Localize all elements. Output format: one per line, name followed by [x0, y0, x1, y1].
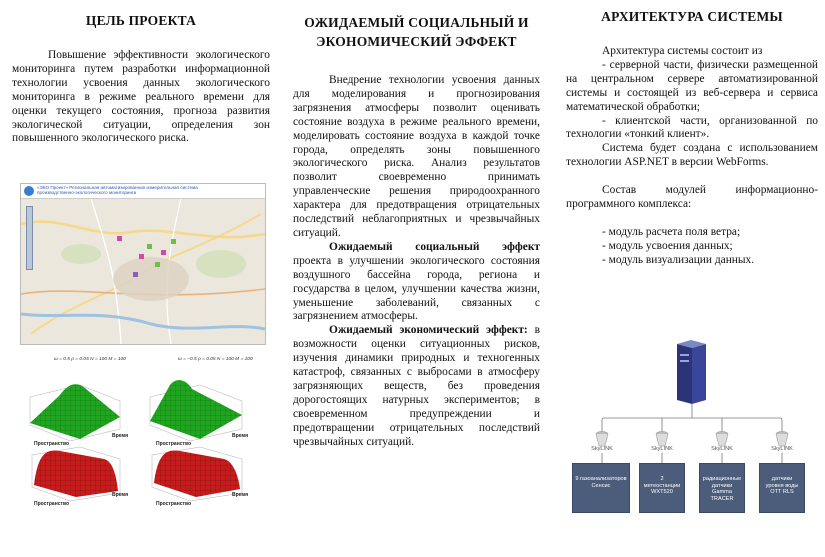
effect-title: ОЖИДАЕМЫЙ СОЦИАЛЬНЫЙ И ЭКОНОМИЧЕСКИЙ ЭФФЕКТ [304, 15, 529, 49]
architecture-column [566, 0, 818, 268]
plot-1-time-label: Время [112, 433, 128, 439]
social-effect-label: Ожидаемый социальный эффект [329, 240, 540, 253]
plot-2-time-label: Время [232, 433, 248, 439]
skylink-label: SkyLINK [591, 446, 613, 452]
architecture-complex: Состав модулей информационно-программного комплекса: [566, 184, 818, 211]
architecture-server: - серверной части, физически размещенной на центральном сервере автоматизированной системы и состоящей из веб-сервера и сервиса математической обработки; [566, 58, 818, 113]
goal-text: Повышение эффективности экологического мониторинга путем разработки информационной технологии усвоения данных экологического мониторинга в режиме реального времени для оценки текущего состояния, прогноза развития экологической ситуации, определения зон повышенного экологического риска. [12, 49, 270, 145]
skylink-icon [776, 432, 788, 447]
plot-1-space-label: Пространство [34, 441, 70, 447]
device-water-level-sensors: датчики уровня воды OTT RLS [759, 463, 805, 513]
skylink-icon [596, 432, 608, 447]
effect-column [293, 0, 540, 449]
map-canvas [21, 184, 265, 344]
architecture-intro: Архитектура системы состоит из [602, 45, 763, 57]
economic-effect-label: Ожидаемый экономический эффект: [329, 324, 528, 337]
skylink-icon [716, 432, 728, 447]
architecture-client: - клиентской части, организованной по технологии «тонкий клиент». [566, 114, 818, 141]
server-icon [677, 340, 706, 404]
device-gas-analyzers: 9 газоанализаторов Сенсис [572, 463, 630, 513]
plot-surface-2 [150, 380, 242, 441]
plot-surface-4 [152, 447, 242, 501]
surface-plots-canvas [20, 355, 264, 515]
module-item: - модуль визуализации данных. [602, 253, 755, 266]
plot-surface-1 [30, 384, 120, 441]
effect-intro: Внедрение технологии усвоения данных для моделирования и прогнозирования загрязнения атмосферы позволит оценивать состояние воздуха в режиме реального времени, моделировать состояние воздуха в каждой точке города, определять зоны повышенного экологического риска. Анализ результатов позволит своевременно принимать управленческие решения природоохранного характера для предотвращения отрицательных последствий неблагоприятных и чрезвычайных ситуаций. [293, 74, 540, 239]
eco-logo-icon [24, 186, 34, 196]
surface-plots [20, 355, 264, 515]
monitoring-map-screenshot [20, 183, 266, 345]
map-zoom-slider[interactable] [26, 206, 33, 270]
architecture-built: Система будет создана с использованием технологии ASP.NET в версии WebForms. [566, 142, 818, 169]
plot-title-1: ω = 0.5 ρ = 0.05 N = 100 M = 100 [54, 357, 126, 362]
economic-effect [293, 324, 540, 449]
plot-4-time-label: Время [232, 492, 248, 498]
device-weather-stations: 2 метеостанции WXT520 [639, 463, 685, 513]
goal-column [12, 0, 270, 146]
module-item: - модуль расчета поля ветра; [602, 225, 741, 238]
device-radiation-sensors: радиационные датчики Gamma TRACER [699, 463, 745, 513]
skylink-icon [656, 432, 668, 447]
plot-surface-3 [32, 447, 120, 501]
map-header [21, 184, 265, 199]
architecture-title: АРХИТЕКТУРА СИСТЕМЫ [601, 9, 783, 24]
social-effect [293, 241, 540, 324]
module-item: - модуль усвоения данных; [602, 239, 733, 252]
plot-title-2: ω = −0.5 ρ = 0.05 N = 100 M = 100 [178, 357, 253, 362]
plot-2-space-label: Пространство [156, 441, 192, 447]
skylink-label: SkyLINK [651, 446, 673, 452]
skylink-label: SkyLINK [711, 446, 733, 452]
social-effect-text: проекта в улучшении экологического состояния воздушного бассейна города, региона и государства в целом, улучшении качества жизни, уменьшение заболеваний, связанных с загрязнением атмосферы. [293, 254, 540, 323]
plot-4-space-label: Пространство [156, 501, 192, 507]
economic-effect-text: в возможности оценки ситуационных рисков, изучения динамики природных и техногенных катастроф, связанных с выбросами в атмосферу загрязняющих веществ, без проведения дорогостоящих натурных экспериментов; в своевременном предупреждении и предотвращении отрицательных последствий чрезвычайных ситуаций. [293, 324, 540, 448]
architecture-diagram [570, 340, 820, 520]
plot-3-space-label: Пространство [34, 501, 70, 507]
goal-title: ЦЕЛЬ ПРОЕКТА [85, 13, 197, 28]
plot-3-time-label: Время [112, 492, 128, 498]
skylink-label: SkyLINK [771, 446, 793, 452]
map-title: «ЭКО Проект» Региональная автоматизированная измерительная система производственно-экологического мониторинга [37, 185, 198, 196]
